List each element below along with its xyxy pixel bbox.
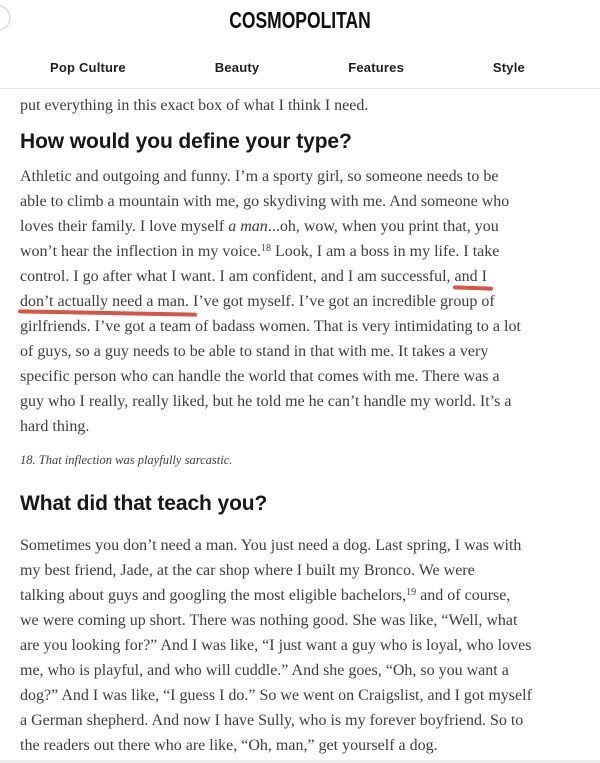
section-what-did-that-teach-you <box>20 491 592 758</box>
text-run: Athletic and outgoing and funny. I’m a sporty girl, so someone needs to be <box>20 168 499 185</box>
article-text-line <box>20 683 592 708</box>
text-run: girlfriends. I’ve got a team of badass women. That is very intimidating to a lot <box>20 318 521 335</box>
text-run: and of course, <box>416 587 511 604</box>
text-run: specific person who can handle the world that comes with me. There was a <box>20 368 500 385</box>
main-nav <box>50 60 525 75</box>
text-run: talking about guys and googling the most eligible bachelors, <box>20 587 407 604</box>
section-heading: How would you define your type? <box>20 130 352 153</box>
section-text <box>20 164 592 439</box>
footnote-reference: 18 <box>260 243 271 254</box>
article-text-line <box>20 239 592 264</box>
article-text-line <box>20 733 592 758</box>
text-run: dog?” And I was like, “I guess I do.” So we went on Craigslist, and I got myself <box>20 687 532 704</box>
article-text-line <box>20 414 592 439</box>
article-text-line <box>20 314 592 339</box>
article-text-line <box>20 658 592 683</box>
article-text-line <box>20 339 592 364</box>
article-text-line <box>20 583 592 608</box>
section-heading: What did that teach you? <box>20 492 268 515</box>
article-text-line <box>20 533 592 558</box>
text-run: a German shepherd. And now I have Sully, who is my forever boyfriend. So to <box>20 712 524 729</box>
text-run: hard thing. <box>20 418 90 435</box>
text-run: ...oh, wow, when you print that, you <box>267 218 499 235</box>
nav-item-beauty[interactable]: Beauty <box>214 60 260 75</box>
nav-item-pop-culture[interactable]: Pop Culture <box>50 60 126 75</box>
text-run: Look, I am a boss in my life. I take <box>270 243 500 260</box>
section-text <box>20 533 592 758</box>
text-run: of guys, so a guy needs to be able to stand in that with me. It takes a very <box>20 343 489 360</box>
article-text-line <box>20 708 592 733</box>
text-run: are you looking for?” And I was like, “I just want a guy who is loyal, who loves <box>20 637 532 654</box>
text-run: me, who is playful, and who will cuddle.” And she goes, “Oh, so you want a <box>20 662 509 679</box>
text-run: loves their family. I love myself <box>20 218 229 235</box>
text-run: I’ve got myself. I’ve got an incredible group of <box>188 293 495 310</box>
partial-circle-icon <box>0 5 11 31</box>
section-define-your-type <box>20 129 592 439</box>
article-text-line <box>20 214 592 239</box>
text-run: Sometimes you don’t need a man. You just need a dog. Last spring, I was with <box>20 537 522 554</box>
footnote-reference: 19 <box>406 587 417 598</box>
red-underlined-phrase: don’t actually need a man. <box>20 293 189 310</box>
italic-phrase: a man <box>228 218 268 235</box>
red-underlined-phrase: and I <box>454 268 487 285</box>
intro-fragment-line: put everything in this exact box of what I think I need. <box>20 97 369 114</box>
text-run: guy who I really, really liked, but he told me he can’t handle my world. It’s a <box>20 393 512 410</box>
text-run: control. I go after what I want. I am confident, and I am successful, <box>20 268 455 285</box>
text-run: able to climb a mountain with me, go skydiving with me. And someone who <box>20 193 510 210</box>
article-text-line <box>20 364 592 389</box>
nav-item-style[interactable]: Style <box>492 60 525 75</box>
text-run: won’t hear the inflection in my voice. <box>20 243 261 260</box>
article-text-line <box>20 264 592 289</box>
footnote: 18. That inflection was playfully sarcastic. <box>20 453 233 467</box>
text-run: we were coming up short. There was nothing good. She was like, “Well, what <box>20 612 518 629</box>
article-text-line <box>20 289 592 314</box>
article-text-line <box>20 633 592 658</box>
article-text-line <box>20 558 592 583</box>
nav-item-features[interactable]: Features <box>348 60 405 75</box>
site-logo[interactable]: COSMOPOLITAN <box>229 7 371 33</box>
article-text-line <box>20 189 592 214</box>
text-run: the readers out there who are like, “Oh, man,” get yourself a dog. <box>20 737 438 754</box>
article-text-line <box>20 164 592 189</box>
site-header <box>0 0 600 89</box>
text-run: my best friend, Jade, at the car shop where I built my Bronco. We were <box>20 562 475 579</box>
article-text-line <box>20 389 592 414</box>
article-text-line <box>20 608 592 633</box>
